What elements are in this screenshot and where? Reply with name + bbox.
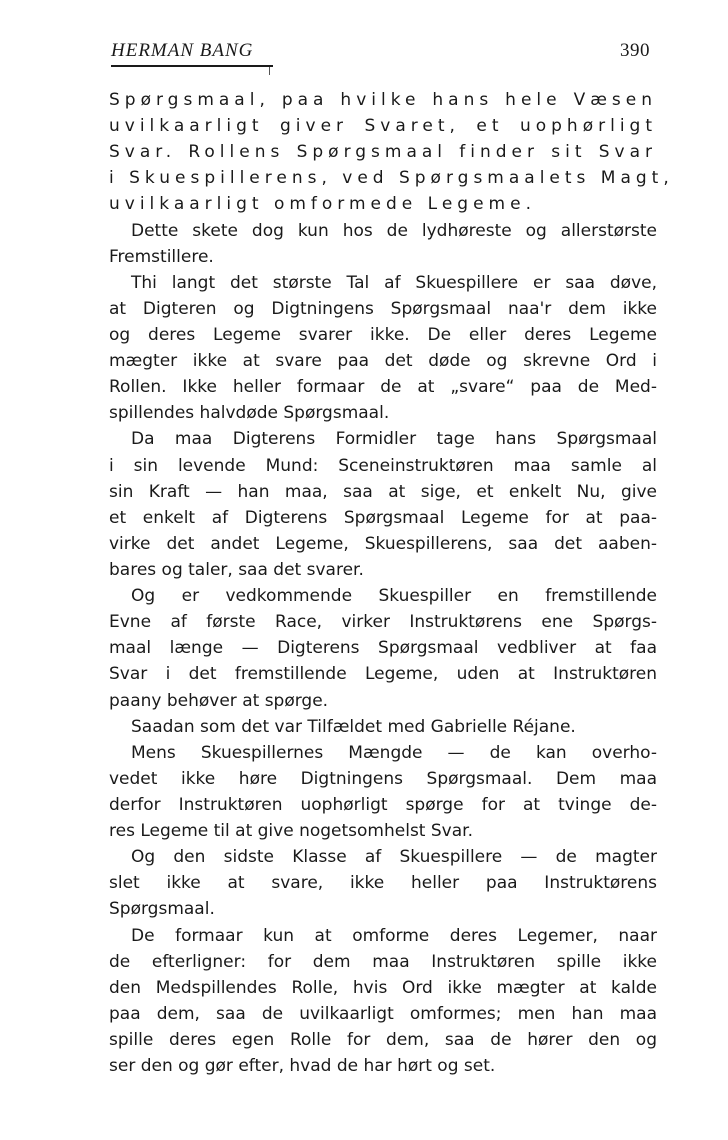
- text-line: bares og taler, saa det svarer.: [109, 559, 364, 580]
- text-line: De formaar kun at omforme deres Legemer, naar: [131, 925, 657, 946]
- text-line: mægter ikke at svare paa det døde og skrevne Ord i: [109, 351, 657, 372]
- text-line: paa dem, saa de uvilkaarligt omformes; men han maa: [109, 1003, 657, 1024]
- text-line: Svar i det fremstillende Legeme, uden at Instruktøren: [109, 664, 657, 685]
- text-line: uvilkaarligt omformede Legeme.: [109, 194, 536, 215]
- text-line: at Digteren og Digtningens Spørgsmaal naa'r dem ikke: [109, 298, 657, 319]
- text-line: Og den sidste Klasse af Skuespillere — de magter: [131, 847, 657, 868]
- text-line: Da maa Digterens Formidler tage hans Spørgsmaal: [131, 429, 657, 450]
- text-line: Thi langt det største Tal af Skuespillere er saa døve,: [131, 272, 657, 293]
- text-line: i sin levende Mund: Sceneinstruktøren maa samle al: [109, 455, 657, 476]
- text-line: Saadan som det var Tilfældet med Gabrielle Réjane.: [131, 716, 576, 737]
- text-line: Fremstillere.: [109, 246, 214, 267]
- page-number: 390: [620, 40, 650, 61]
- text-line: res Legeme til at give nogetsomhelst Svar.: [109, 821, 473, 842]
- text-line: slet ikke at svare, ikke heller paa Instruktørens: [109, 873, 657, 894]
- text-line: og deres Legeme svarer ikke. De eller deres Legeme: [109, 324, 657, 345]
- text-line: Spørgsmaal, paa hvilke hans hele Væsen: [109, 90, 657, 110]
- text-line: spille deres egen Rolle for dem, saa de hører den og: [109, 1029, 657, 1050]
- text-line: spillendes halvdøde Spørgsmaal.: [109, 403, 390, 424]
- text-line: maal længe — Digterens Spørgsmaal vedbliver at faa: [109, 638, 657, 659]
- text-line: Evne af første Race, virker Instruktørens ene Spørgs-: [109, 612, 657, 633]
- text-line: virke det andet Legeme, Skuespillerens, saa det aaben-: [109, 533, 657, 554]
- text-line: vedet ikke høre Digtningens Spørgsmaal. Dem maa: [109, 768, 657, 789]
- text-line: derfor Instruktøren uophørligt spørge for at tvinge de-: [109, 794, 657, 815]
- body-text: [109, 87, 674, 1079]
- text-line: i Skuespillerens, ved Spørgsmaalets Magt,: [109, 168, 674, 189]
- text-line: ser den og gør efter, hvad de har hørt og set.: [109, 1056, 496, 1077]
- text-line: den Medspillendes Rolle, hvis Ord ikke mægter at kalde: [109, 977, 657, 998]
- text-line: uvilkaarligt giver Svaret, et uophørligt: [109, 116, 657, 137]
- text-line: Mens Skuespillernes Mængde — de kan overho-: [131, 742, 657, 763]
- text-line: et enkelt af Digterens Spørgsmaal Legeme for at paa-: [109, 507, 657, 528]
- text-line: Dette skete dog kun hos de lydhøreste og allerstørste: [131, 220, 657, 241]
- text-line: Og er vedkommende Skuespiller en fremstillende: [131, 586, 657, 607]
- running-head-author: HERMAN BANG: [111, 40, 254, 61]
- text-line: Spørgsmaal.: [109, 899, 215, 920]
- text-line: de efterligner: for dem maa Instruktøren spille ikke: [109, 951, 657, 972]
- text-line: paany behøver at spørge.: [109, 690, 329, 711]
- header-rule-tick: [269, 67, 270, 75]
- text-line: sin Kraft — han maa, saa at sige, et enkelt Nu, give: [109, 481, 657, 502]
- header-rule: [111, 65, 273, 67]
- text-line: Svar. Rollens Spørgsmaal finder sit Svar: [109, 142, 657, 163]
- text-line: Rollen. Ikke heller formaar de at „svare“ paa de Med-: [109, 377, 657, 398]
